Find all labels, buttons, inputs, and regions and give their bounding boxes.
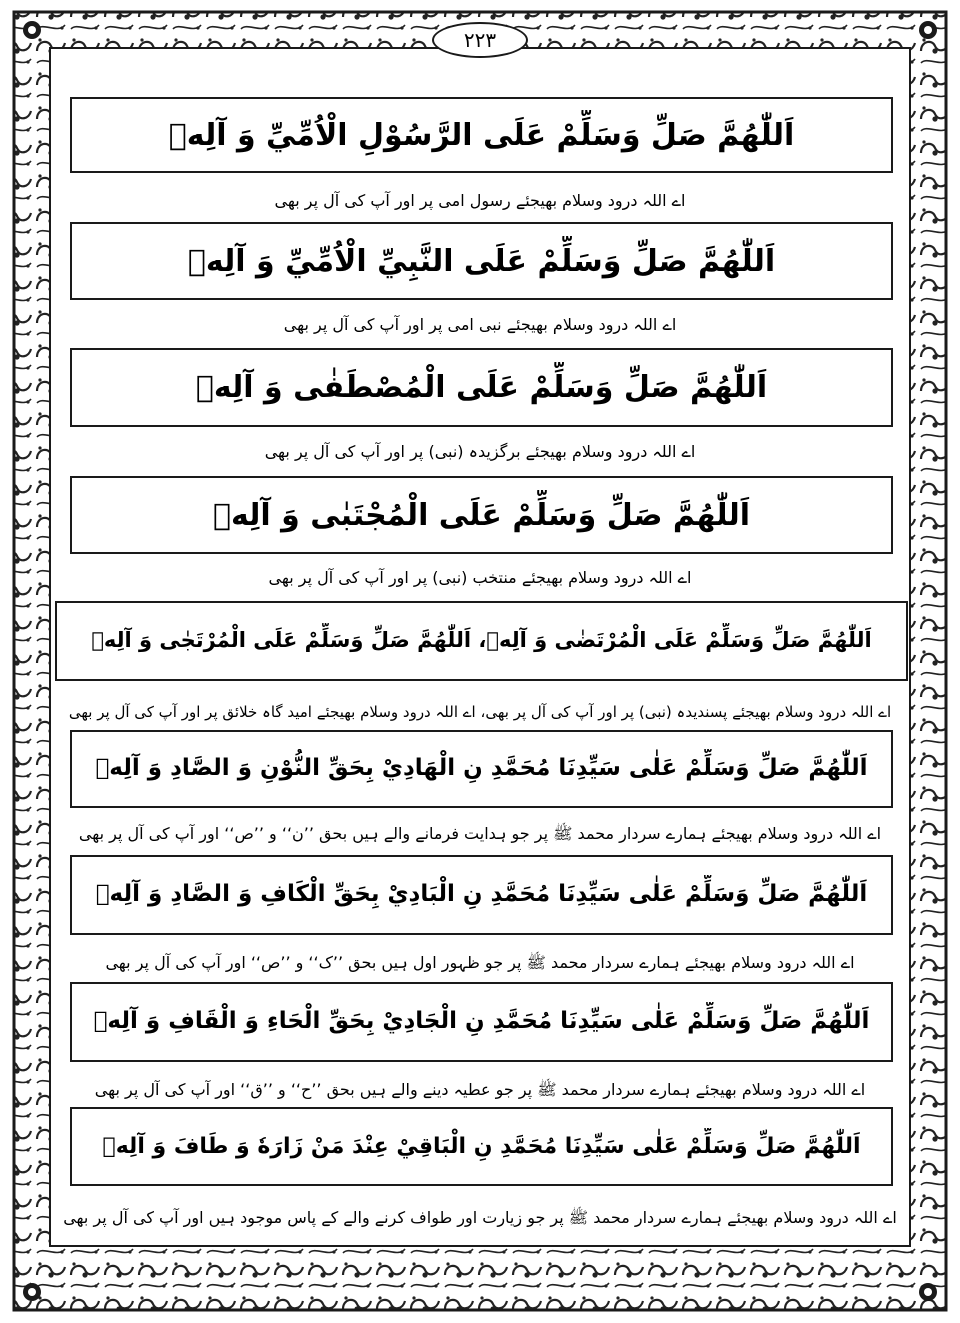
corner-ornament-top-right: [919, 21, 937, 39]
arabic-verse-box: [55, 601, 908, 681]
arabic-verse: اَللّٰهُمَّ صَلِّ وَسَلِّمْ عَلَى الْمُصْطَفٰى وَ آلِهٖ: [195, 370, 768, 405]
urdu-translation: اے اللہ درود وسلام بھیجئے ہمارے سردار محمد ﷺ پر جو ہدایت فرمانے والے ہیں بحق ’’ن‘‘ و ’’ص‘‘ اور آپ کی آل پر بھی: [78, 824, 882, 843]
arabic-verse-box: [70, 855, 893, 935]
corner-ornament-top-left: [23, 21, 41, 39]
urdu-translation: اے اللہ درود وسلام بھیجئے ہمارے سردار محمد ﷺ پر جو ظہور اول ہیں بحق ’’ک‘‘ و ’’ص‘‘ اور آپ کی آل پر بھی: [105, 953, 855, 972]
urdu-translation: اے اللہ درود وسلام بھیجئے ہمارے سردار محمد ﷺ پر جو عطیہ دینے والے ہیں بحق ’’ح‘‘ و ’’ق‘‘ اور آپ کی آل پر بھی: [94, 1080, 866, 1099]
arabic-verse: اَللّٰهُمَّ صَلِّ وَسَلِّمْ عَلٰى سَيِّدِنَا مُحَمَّدِ نِ الْبَاقِيْ عِنْدَ مَنْ زَارَهٗ وَ طَافَ وَ آلِهٖ: [102, 1133, 861, 1159]
arabic-verse: اَللّٰهُمَّ صَلِّ وَسَلِّمْ عَلٰى سَيِّدِنَا مُحَمَّدِ نِ الْهَادِيْ بِحَقِّ النُّوْنِ وَ الصَّادِ وَ آلِهٖ: [95, 755, 868, 782]
urdu-translation: اے اللہ درود وسلام بھیجئے برگزیدہ (نبی) پر اور آپ کی آل پر بھی: [264, 442, 696, 461]
arabic-verse-box: [70, 97, 893, 173]
arabic-verse-box: [70, 348, 893, 427]
urdu-translation: اے اللہ درود وسلام بھیجئے نبی امی پر اور آپ کی آل پر بھی: [283, 315, 677, 334]
arabic-verse: اَللّٰهُمَّ صَلِّ وَسَلِّمْ عَلَى الْمُجْتَبٰى وَ آلِهٖ: [212, 497, 751, 533]
arabic-verse-box: [70, 476, 893, 554]
arabic-verse: اَللّٰهُمَّ صَلِّ وَسَلِّمْ عَلَى النَّبِيِّ الْاُمِّيِّ وَ آلِهٖ: [187, 243, 776, 279]
arabic-verse: اَللّٰهُمَّ صَلِّ وَسَلِّمْ عَلَى الْمُرْتَضٰى وَ آلِهٖ، اَللّٰهُمَّ صَلِّ وَسَلِّمْ عَلَى الْمُرْتَجٰى وَ آلِهٖ: [91, 628, 872, 653]
arabic-verse: اَللّٰهُمَّ صَلِّ وَسَلِّمْ عَلَى الرَّسُوْلِ الْاُمِّيِّ وَ آلِهٖ: [168, 117, 795, 153]
arabic-verse-box: [70, 982, 893, 1062]
urdu-translation: اے اللہ درود وسلام بھیجئے ہمارے سردار محمد ﷺ پر جو زیارت اور طواف کرنے والے کے پاس موجود ہیں اور آپ کی آل پر بھی: [63, 1208, 897, 1227]
arabic-verse: اَللّٰهُمَّ صَلِّ وَسَلِّمْ عَلٰى سَيِّدِنَا مُحَمَّدِ نِ الْجَادِيْ بِحَقِّ الْحَاءِ وَ الْقَافِ وَ آلِهٖ: [93, 1008, 870, 1035]
arabic-verse-box: [70, 1107, 893, 1186]
arabic-verse-box: [70, 222, 893, 300]
corner-ornament-bottom-left: [23, 1283, 41, 1301]
arabic-verse-box: [70, 730, 893, 808]
corner-ornament-bottom-right: [919, 1283, 937, 1301]
urdu-translation: اے اللہ درود وسلام بھیجئے منتخب (نبی) پر اور آپ کی آل پر بھی: [268, 568, 692, 587]
urdu-translation: اے اللہ درود وسلام بھیجئے پسندیدہ (نبی) پر اور آپ کی آل پر بھی، اے اللہ درود وسلام بھیجئے امید گاہ خلائق پر اور آپ کی آل پر بھی: [68, 703, 892, 721]
page-number: ۲۲۳: [432, 22, 528, 58]
arabic-verse: اَللّٰهُمَّ صَلِّ وَسَلِّمْ عَلٰى سَيِّدِنَا مُحَمَّدِ نِ الْبَادِيْ بِحَقِّ الْكَافِ وَ الصَّادِ وَ آلِهٖ: [95, 881, 868, 908]
urdu-translation: اے اللہ درود وسلام بھیجئے رسول امی پر اور آپ کی آل پر بھی: [274, 191, 686, 210]
